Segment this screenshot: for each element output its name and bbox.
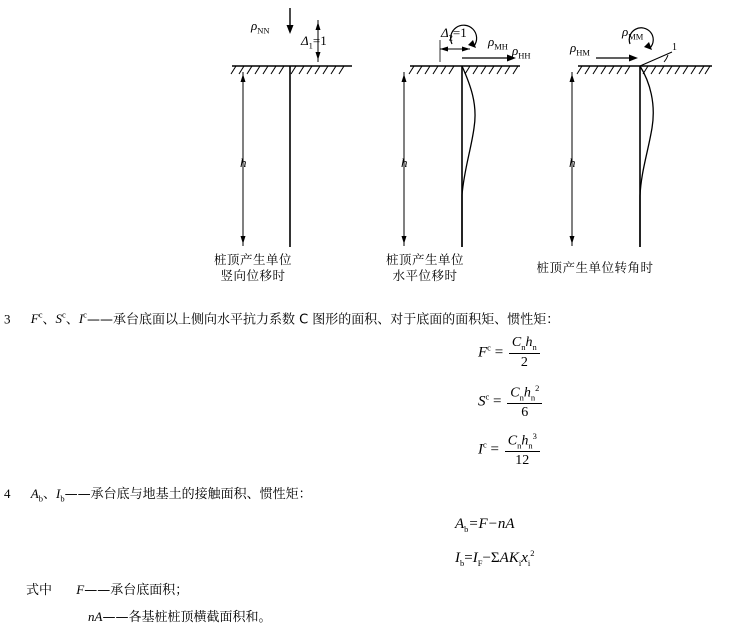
label-rho-hm: $\rho_{HM}$ (570, 40, 590, 58)
item-3-number: 3 (4, 311, 11, 327)
notes-text-1: 承台底面积； (110, 583, 189, 598)
list-item-3: 3 $F^c$、$S^c$、$I^c——$承台底面以上侧向水平抗力系数 C 图形的面积、对于底面的面积矩、惯性矩： (4, 310, 560, 328)
pile-diagram-svg (0, 0, 748, 290)
label-delta1: $\Delta_1=1$ (301, 33, 327, 51)
label-delta2: $\Delta_2=1$ (441, 25, 467, 43)
list-item-4: 4 $A_b$、$I_b——$承台底与地基土的接触面积、惯性矩： (4, 486, 312, 504)
notes-label: 式中 (26, 583, 53, 598)
item-3-separator: —— (86, 312, 113, 328)
figure-caption-3: 桩顶产生单位转角时 (536, 260, 654, 275)
label-angle-mark: 1 (672, 42, 677, 53)
label-h-3: h (569, 155, 576, 170)
item-3-symbol-S: $S^c$ (55, 310, 66, 327)
caption-1-line-2: 竖向位移时 (220, 268, 286, 283)
equation-Ic: $I^c$ = $\frac{C_nh_n^3}{12}$ (478, 431, 542, 469)
notes-sep-1: —— (84, 583, 111, 598)
notes-symbol-nA: nA (88, 609, 103, 624)
label-rho-mm: $\rho_{MM}$ (622, 24, 644, 42)
equation-Ab: $A_b=F-nA$ (455, 516, 515, 534)
equation-Ib: $I_b=I_F-\Sigma AK_ix_i^2$ (455, 548, 535, 568)
notes-symbol-F: F (76, 582, 85, 597)
item-4-separator: —— (64, 487, 91, 502)
item-3-symbol-F: $F^c$ (30, 310, 43, 327)
figure-caption-2 (370, 252, 480, 284)
caption-1-line-1: 桩顶产生单位 (213, 252, 292, 267)
item-4-symbol-Ab: $A_b$ (30, 486, 43, 504)
notes-sep-2: —— (102, 610, 129, 625)
item-3-text: 承台底面以上侧向水平抗力系数 C 图形的面积、对于底面的面积矩、惯性矩： (112, 312, 560, 328)
notes-text-2: 各基桩桩顶横截面积和。 (128, 610, 272, 625)
label-rho-hh: $\rho_{HH}$ (512, 43, 531, 61)
item-3-symbol-I: $I^c$ (78, 310, 87, 327)
figure-pile-diagrams (0, 0, 748, 290)
item-4-number: 4 (4, 486, 11, 501)
label-h-1: h (240, 155, 247, 170)
caption-2-line-2: 水平位移时 (392, 268, 458, 283)
notes-line-2 (88, 607, 271, 628)
figure-caption-1 (198, 252, 308, 284)
equation-Fc: $F^c$ = $\frac{C_nh_n}{2}$ (478, 335, 542, 371)
label-rho-nn: $\rho_{NN}$ (251, 18, 270, 36)
notes-line-1 (26, 580, 188, 601)
label-h-2: h (401, 155, 408, 170)
caption-2-line-1: 桩顶产生单位 (385, 252, 464, 267)
equation-Sc: $S^c$ = $\frac{C_nh_n^2}{6}$ (478, 383, 544, 421)
item-4-text: 承台底与地基土的接触面积、惯性矩： (90, 487, 312, 502)
item-4-symbol-Ib: $I_b$ (56, 486, 65, 504)
label-rho-mh: $\rho_{MH}$ (488, 34, 508, 52)
